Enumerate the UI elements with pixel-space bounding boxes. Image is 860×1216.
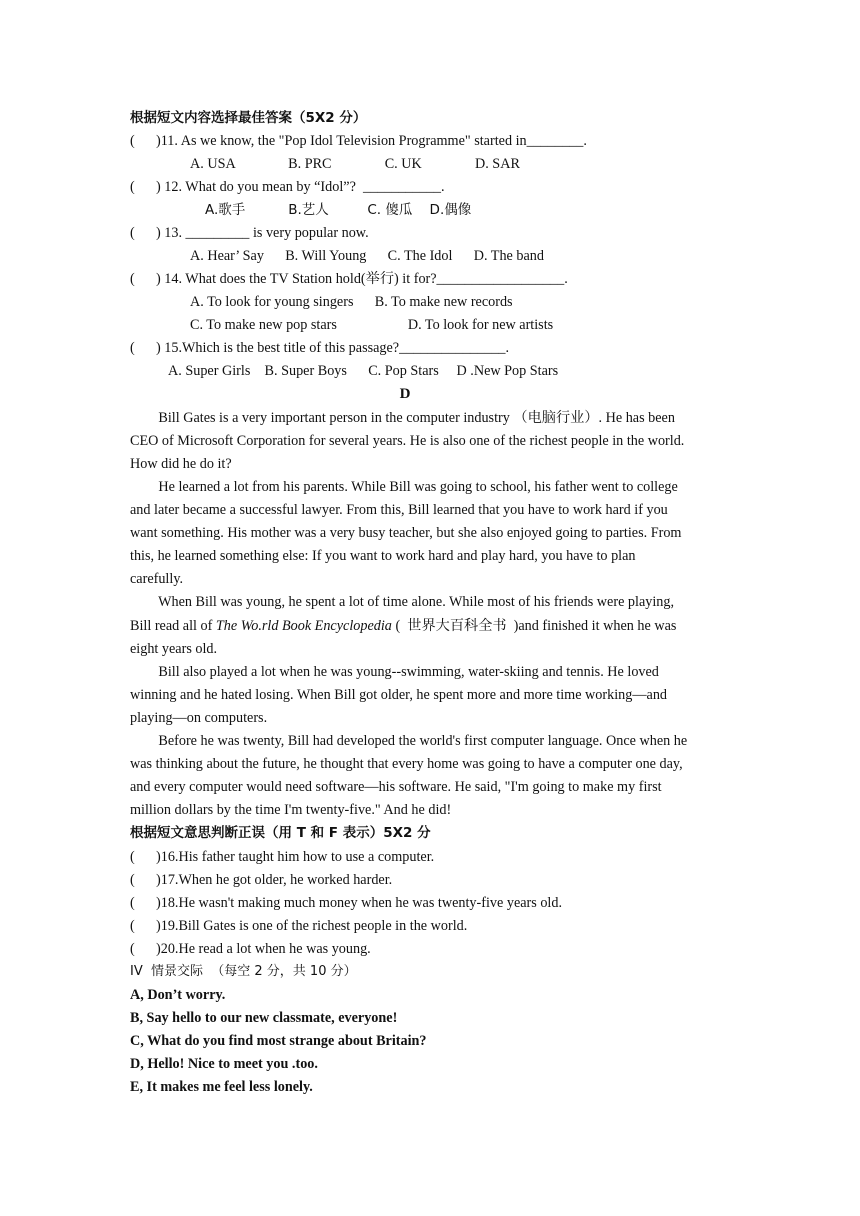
passage-d-title: D (399, 386, 411, 402)
passage-line: and later became a successful lawyer. From this, Bill learned that you have to work hard if you (130, 502, 668, 518)
tf-item: ( )16.His father taught him how to use a computer. (130, 849, 435, 865)
question-13-options: A. Hear’ Say B. Will Young C. The Idol D. The band (190, 248, 544, 264)
tf-item: ( )17.When he got older, he worked harder. (130, 872, 393, 888)
question-11: ( )11. As we know, the "Pop Idol Television Programme" started in________. (130, 133, 587, 149)
tf-item: ( )18.He wasn't making much money when he was twenty-five years old. (130, 895, 563, 911)
dialogue-option: C, What do you find most strange about Britain? (130, 1033, 427, 1049)
encyclopedia-pre: Bill read all of (130, 618, 216, 634)
question-11-options: A. USA B. PRC C. UK D. SAR (190, 156, 520, 172)
section-tf-heading: 根据短文意思判断正误（用 T 和 F 表示）5X2 分 (130, 825, 431, 841)
question-15-options: A. Super Girls B. Super Boys C. Pop Stars D .New Pop Stars (168, 363, 559, 379)
section-c-heading: 根据短文内容选择最佳答案（5X2 分） (130, 110, 367, 126)
passage-line: Before he was twenty, Bill had developed the world's first computer language. Once when he (130, 733, 688, 749)
question-14-options-row2: C. To make new pop stars D. To look for new artists (190, 317, 554, 333)
question-12: ( ) 12. What do you mean by “Idol”? ___________. (130, 179, 445, 195)
passage-line: When Bill was young, he spent a lot of time alone. While most of his friends were playing, (130, 594, 675, 610)
passage-line: want something. His mother was a very busy teacher, but she also enjoyed going to parties. From (130, 525, 682, 541)
passage-line: carefully. (130, 571, 184, 587)
question-14-options-row1: A. To look for young singers B. To make new records (190, 294, 513, 310)
encyclopedia-post: ( 世界大百科全书 )and finished it when he was (391, 618, 677, 634)
question-13: ( ) 13. _________ is very popular now. (130, 225, 369, 241)
passage-line: How did he do it? (130, 456, 232, 472)
passage-line: Bill Gates is a very important person in the computer industry （电脑行业）. He has been (130, 410, 675, 426)
book-title: The Wo.rld Book Encyclopedia (215, 618, 392, 634)
dialogue-option: D, Hello! Nice to meet you .too. (130, 1056, 318, 1072)
passage-line: He learned a lot from his parents. While Bill was going to school, his father went to college (130, 479, 678, 495)
question-14: ( ) 14. What does the TV Station hold(举行) it for?__________________. (130, 271, 568, 287)
passage-line: eight years old. (130, 641, 218, 657)
passage-line-encyclopedia (130, 617, 676, 635)
passage-line: was thinking about the future, he thought that every home was going to have a computer one day, (130, 756, 683, 772)
passage-line: this, he learned something else: If you want to work hard and play hard, you have to plan (130, 548, 636, 564)
passage-line: winning and he hated losing. When Bill got older, he spent more and more time working—and (130, 687, 668, 703)
question-12-options: A.歌手 B.艺人 C. 傻瓜 D.偶像 (205, 202, 472, 218)
dialogue-option: A, Don’t worry. (130, 987, 226, 1003)
passage-line: Bill also played a lot when he was young--swimming, water-skiing and tennis. He loved (130, 664, 659, 680)
passage-line: and every computer would need software—his software. He said, "I'm going to make my first (130, 779, 662, 795)
passage-line: million dollars by the time I'm twenty-five." And he did! (130, 802, 452, 818)
dialogue-option: B, Say hello to our new classmate, everyone! (130, 1010, 398, 1026)
passage-line: CEO of Microsoft Corporation for several years. He is also one of the richest people in the world. (130, 433, 685, 449)
passage-line: playing—on computers. (130, 710, 268, 726)
dialogue-option: E, It makes me feel less lonely. (130, 1079, 313, 1095)
section-iv-heading: IV 情景交际 （每空 2 分，共 10 分） (130, 964, 357, 979)
tf-item: ( )19.Bill Gates is one of the richest people in the world. (130, 918, 468, 934)
tf-item: ( )20.He read a lot when he was young. (130, 941, 371, 957)
question-15: ( ) 15.Which is the best title of this passage?_______________. (130, 340, 510, 356)
